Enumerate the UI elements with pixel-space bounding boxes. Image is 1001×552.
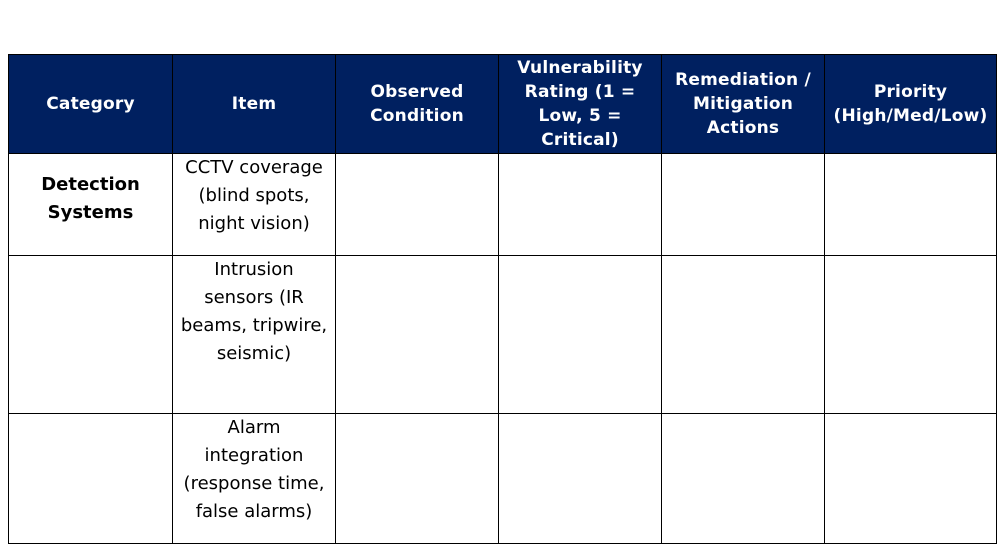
vulnerability-rating-cell[interactable] (499, 256, 662, 414)
table-body (9, 154, 997, 544)
category-cell (9, 256, 173, 414)
category-cell (9, 414, 173, 544)
table-row (9, 154, 997, 256)
item-cell: CCTV coverage (blind spots, night vision) (173, 154, 336, 256)
remediation-actions-cell[interactable] (662, 154, 825, 256)
observed-condition-cell[interactable] (336, 154, 499, 256)
header-observed-condition: Observed Condition (336, 55, 499, 154)
security-assessment-table (8, 54, 997, 544)
header-row (9, 55, 997, 154)
table-row (9, 414, 997, 544)
category-cell (9, 154, 173, 256)
item-cell: Alarm integration (response time, false alarms) (173, 414, 336, 544)
header-priority: Priority (High/Med/Low) (825, 55, 997, 154)
category-label: Detection Systems (41, 173, 140, 223)
remediation-actions-cell[interactable] (662, 414, 825, 544)
header-remediation-actions: Remediation / Mitigation Actions (662, 55, 825, 154)
table-header (9, 55, 997, 154)
item-cell: Intrusion sensors (IR beams, tripwire, seismic) (173, 256, 336, 414)
priority-cell[interactable] (825, 256, 997, 414)
observed-condition-cell[interactable] (336, 256, 499, 414)
remediation-actions-cell[interactable] (662, 256, 825, 414)
priority-cell[interactable] (825, 414, 997, 544)
priority-cell[interactable] (825, 154, 997, 256)
vulnerability-rating-cell[interactable] (499, 414, 662, 544)
header-item: Item (173, 55, 336, 154)
vulnerability-rating-cell[interactable] (499, 154, 662, 256)
observed-condition-cell[interactable] (336, 414, 499, 544)
header-category: Category (9, 55, 173, 154)
table-row (9, 256, 997, 414)
header-vulnerability-rating: Vulnerability Rating (1 = Low, 5 = Critical) (499, 55, 662, 154)
